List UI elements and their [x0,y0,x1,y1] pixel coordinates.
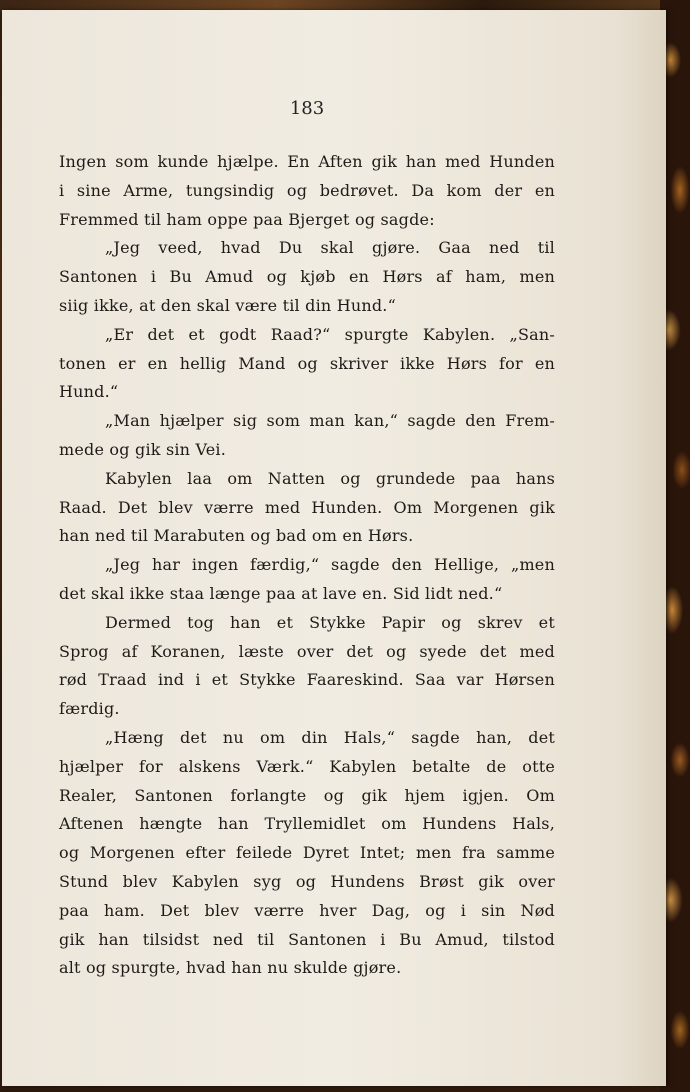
text-line: mede og gik sin Vei. [59,439,227,459]
text-line: siig ikke, at den skal være til din Hund.“ [59,295,396,315]
book-page [2,10,666,1086]
text-line: Sprog af Koranen, læste over det og syede det med [59,641,555,661]
text-line: han ned til Marabuten og bad om en Hørs. [59,526,414,546]
text-line: det skal ikke staa længe paa at lave en. Sid lidt ned.“ [59,583,503,603]
text-line: alt og spurgte, hvad han nu skulde gjøre. [59,958,402,978]
text-line: „Jeg har ingen færdig,“ sagde den Hellige, „men [105,555,555,575]
text-line: og Morgenen efter feilede Dyret Intet; men fra samme [59,843,555,863]
text-line: „Hæng det nu om din Hals,“ sagde han, det [105,727,555,747]
text-line: „Er det et godt Raad?“ spurgte Kabylen. „San- [105,324,555,344]
text-line: Santonen i Bu Amud og kjøb en Hørs af ham, men [59,267,555,287]
text-line: gik han tilsidst ned til Santonen i Bu Amud, tilstod [59,929,555,949]
text-line: Ingen som kunde hjælpe. En Aften gik han med Hunden [59,152,555,171]
text-line: tonen er en hellig Mand og skriver ikke Hørs for en [59,353,555,373]
text-line: rød Traad ind i et Stykke Faareskind. Saa var Hørsen [59,670,555,690]
text-line: Aftenen hængte han Tryllemidlet om Hundens Hals, [59,814,555,834]
text-line: Fremmed til ham oppe paa Bjerget og sagde: [59,209,435,229]
text-line: Realer, Santonen forlangte og gik hjem igjen. Om [59,785,555,805]
text-line: Hund.“ [59,382,119,402]
text-line: færdig. [59,699,120,719]
text-line: i sine Arme, tungsindig og bedrøvet. Da kom der en [59,180,555,200]
body-text [59,148,555,983]
text-line: paa ham. Det blev værre hver Dag, og i sin Nød [59,900,555,920]
text-line: Kabylen laa om Natten og grundede paa hans [105,468,555,488]
text-line: Dermed tog han et Stykke Papir og skrev et [105,612,555,632]
page-number: 183 [289,98,325,119]
text-line: Stund blev Kabylen syg og Hundens Brøst gik over [59,871,555,891]
text-line: „Jeg veed, hvad Du skal gjøre. Gaa ned til [105,238,555,258]
text-line: „Man hjælper sig som man kan,“ sagde den Frem- [105,411,555,431]
text-line: Raad. Det blev værre med Hunden. Om Morgenen gik [59,497,555,517]
text-line: hjælper for alskens Værk.“ Kabylen betalte de otte [59,756,555,776]
